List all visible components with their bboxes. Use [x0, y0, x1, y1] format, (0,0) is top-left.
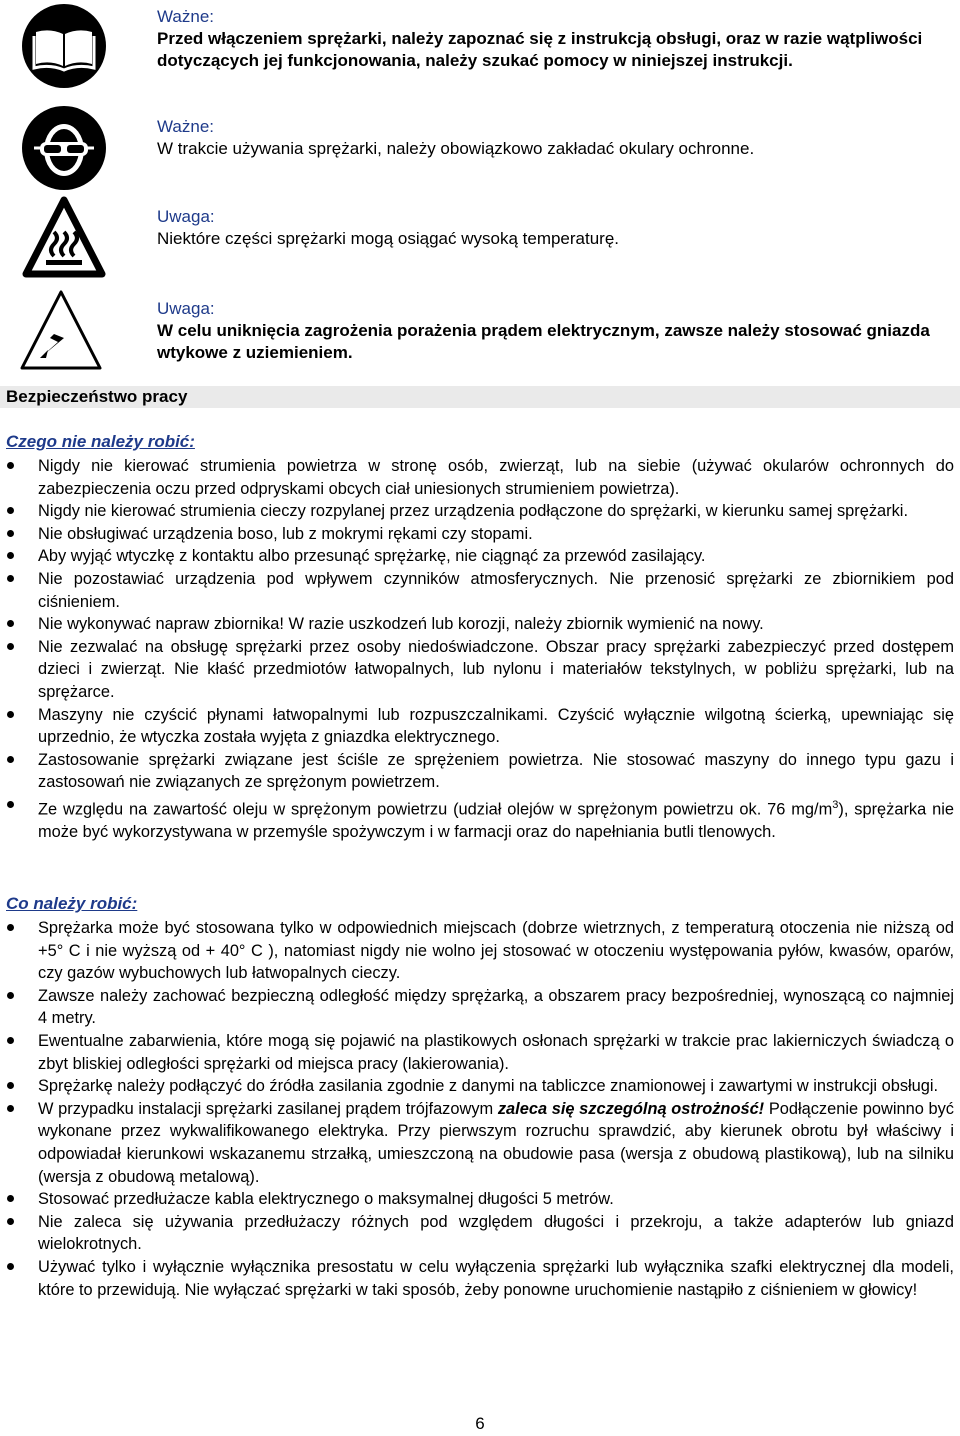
bullet-icon: [7, 1195, 14, 1202]
bullet-icon: [7, 924, 14, 931]
bullet-icon: [7, 1105, 14, 1112]
list-item: Nigdy nie kierować strumienia powietrza w stronę osób, zwierząt, lub na siebie (używać okularów ochronnych do zabezpieczenia oczu przed odpryskami obcych ciał uniesionych strumieniem powietrza).: [0, 455, 960, 500]
list-item: Zawsze należy zachować bezpieczną odległość między sprężarką, a obszarem pracy bezpośredniej, wynoszącą co najmniej 4 metry.: [0, 985, 960, 1030]
bullet-icon: [7, 711, 14, 718]
hot-surface-icon: [22, 196, 106, 280]
notice-body: W trakcie używania sprężarki, należy obowiązkowo zakładać okulary ochronne.: [157, 139, 755, 158]
list-item: Ze względu na zawartość oleju w sprężonym powietrzu (udział olejów w sprężonym powietrzu ok. 76 $mg/m^3$), sprężarka nie może być wykorzystywana w przemyśle spożywczym i w farmacji oraz do napełniania butli tlenowych.: [0, 794, 960, 844]
notice-body: Przed włączeniem sprężarki, należy zapoznać się z instrukcją obsługi, oraz w razie wątpliwości dotyczących jej funkcjonowania, należy szukać pomocy w niniejszej instrukcji.: [157, 29, 923, 70]
bullet-icon: [7, 643, 14, 650]
list-item: Aby wyjąć wtyczkę z kontaktu albo przesunąć sprężarkę, nie ciągnąć za przewód zasilający.: [0, 545, 960, 568]
notice-title: Ważne:: [157, 7, 215, 26]
bullet-icon: [7, 1263, 14, 1270]
list-item: Ewentualne zabarwienia, które mogą się pojawić na plastikowych osłonach sprężarki w trakcie prac lakierniczych świadczą o zbyt bliskiej odległości sprężarki od miejsca pracy (lakierowania).: [0, 1030, 960, 1075]
bullet-icon: [7, 530, 14, 537]
dont-heading: Czego nie należy robić:: [6, 432, 195, 451]
page-number: 6: [475, 1414, 485, 1433]
list-item: Nie obsługiwać urządzenia boso, lub z mokrymi rękami czy stopami.: [0, 523, 960, 546]
list-item: Nie zezwalać na obsługę sprężarki przez osoby niedoświadczone. Obszar pracy sprężarki zabezpieczyć przed dostępem dzieci i zwierząt. Nie kłaść przedmiotów łatwopalnych, lub nylonu i materiałów tekstylnych, w pobliżu sprężarki, lub na sprężarce.: [0, 636, 960, 704]
notice-body: W celu uniknięcia zagrożenia porażenia prądem elektrycznym, zawsze należy stosować gniazda wtykowe z uziemieniem.: [157, 321, 930, 362]
section-header: [0, 386, 960, 408]
list-item: Stosować przedłużacze kabla elektrycznego o maksymalnej długości 5 metrów.: [0, 1188, 960, 1211]
bullet-icon: [7, 1037, 14, 1044]
notice-title: Uwaga:: [157, 299, 215, 318]
bullet-icon: [7, 620, 14, 627]
notice-title: Ważne:: [157, 117, 215, 136]
list-item: Nie pozostawiać urządzenia pod wpływem czynników atmosferycznych. Nie przenosić sprężarki ze zbiornikiem pod ciśnieniem.: [0, 568, 960, 613]
bullet-icon: [7, 507, 14, 514]
section-title: Bezpieczeństwo pracy: [6, 387, 188, 406]
bullet-icon: [7, 756, 14, 763]
list-item: Nigdy nie kierować strumienia cieczy rozpylanej przez urządzenia podłączone do sprężarki, w kierunku samej sprężarki.: [0, 500, 960, 523]
goggles-icon: [20, 104, 108, 192]
list-item: Używać tylko i wyłącznie wyłącznika presostatu w celu wyłączenia sprężarki lub wyłącznika szafki elektrycznej dla modeli, które to przewidują. Nie wyłączać sprężarki w taki sposób, żeby ponowne uruchomienie nastąpiło z ciśnieniem w głowicy!: [0, 1256, 960, 1301]
bullet-icon: [7, 1218, 14, 1225]
do-heading: Co należy robić:: [6, 894, 138, 913]
bullet-icon: [7, 801, 14, 808]
notice-body: Niektóre części sprężarki mogą osiągać wysoką temperaturę.: [157, 229, 620, 248]
bullet-icon: [7, 462, 14, 469]
list-item: Nie wykonywać napraw zbiornika! W razie uszkodzeń lub korozji, należy zbiornik wymienić na nowy.: [0, 613, 960, 636]
notice-title: Uwaga:: [157, 207, 215, 226]
list-item: Nie zaleca się używania przedłużaczy różnych pod względem długości i przekroju, a także adapterów lub gniazd wielokrotnych.: [0, 1211, 960, 1256]
list-item: Maszyny nie czyścić płynami łatwopalnymi lub rozpuszczalnikami. Czyścić wyłącznie wilgotną ścierką, upewniając się uprzednio, że wtyczka została wyjęta z gniazdka elektrycznego.: [0, 704, 960, 749]
list-item: Zastosowanie sprężarki związane jest ściśle ze sprężeniem powietrza. Nie stosować maszyny do innego typu gazu i zastosowań nie związanych ze sprężonym powietrzem.: [0, 749, 960, 794]
list-item: W przypadku instalacji sprężarki zasilanej prądem trójfazowym zaleca się szczególną ostrożność! Podłączenie powinno być wykonane przez wykwalifikowanego elektryka. Przy pierwszym rozruchu sprawdzić, aby kierunek obrotu był właściwy i odpowiadał kierunkowi wskazanemu strzałką, umieszczoną na obudowie pasa (wersja z obudową plastikową), lub na silniku (wersja z obudową metalową).: [0, 1098, 960, 1188]
electric-shock-icon: [18, 288, 104, 372]
list-item: Sprężarkę należy podłączyć do źródła zasilania zgodnie z danymi na tabliczce znamionowej i zawartymi w instrukcji obsługi.: [0, 1075, 960, 1098]
do-list: [0, 917, 960, 1301]
book-icon: [20, 2, 108, 90]
dont-list: [0, 455, 960, 844]
list-item: Sprężarka może być stosowana tylko w odpowiednich miejscach (dobrze wietrznych, z temperaturą otoczenia nie niższą od +5° C i nie wyższą od + 40° C ), natomiast nigdy nie wolno jej stosować w otoczeniu występowania pyłów, kwasów, oparów, czy gazów wybuchowych lub łatwopalnych cieczy.: [0, 917, 960, 985]
bullet-icon: [7, 1082, 14, 1089]
bullet-icon: [7, 992, 14, 999]
bullet-icon: [7, 552, 14, 559]
bullet-icon: [7, 575, 14, 582]
